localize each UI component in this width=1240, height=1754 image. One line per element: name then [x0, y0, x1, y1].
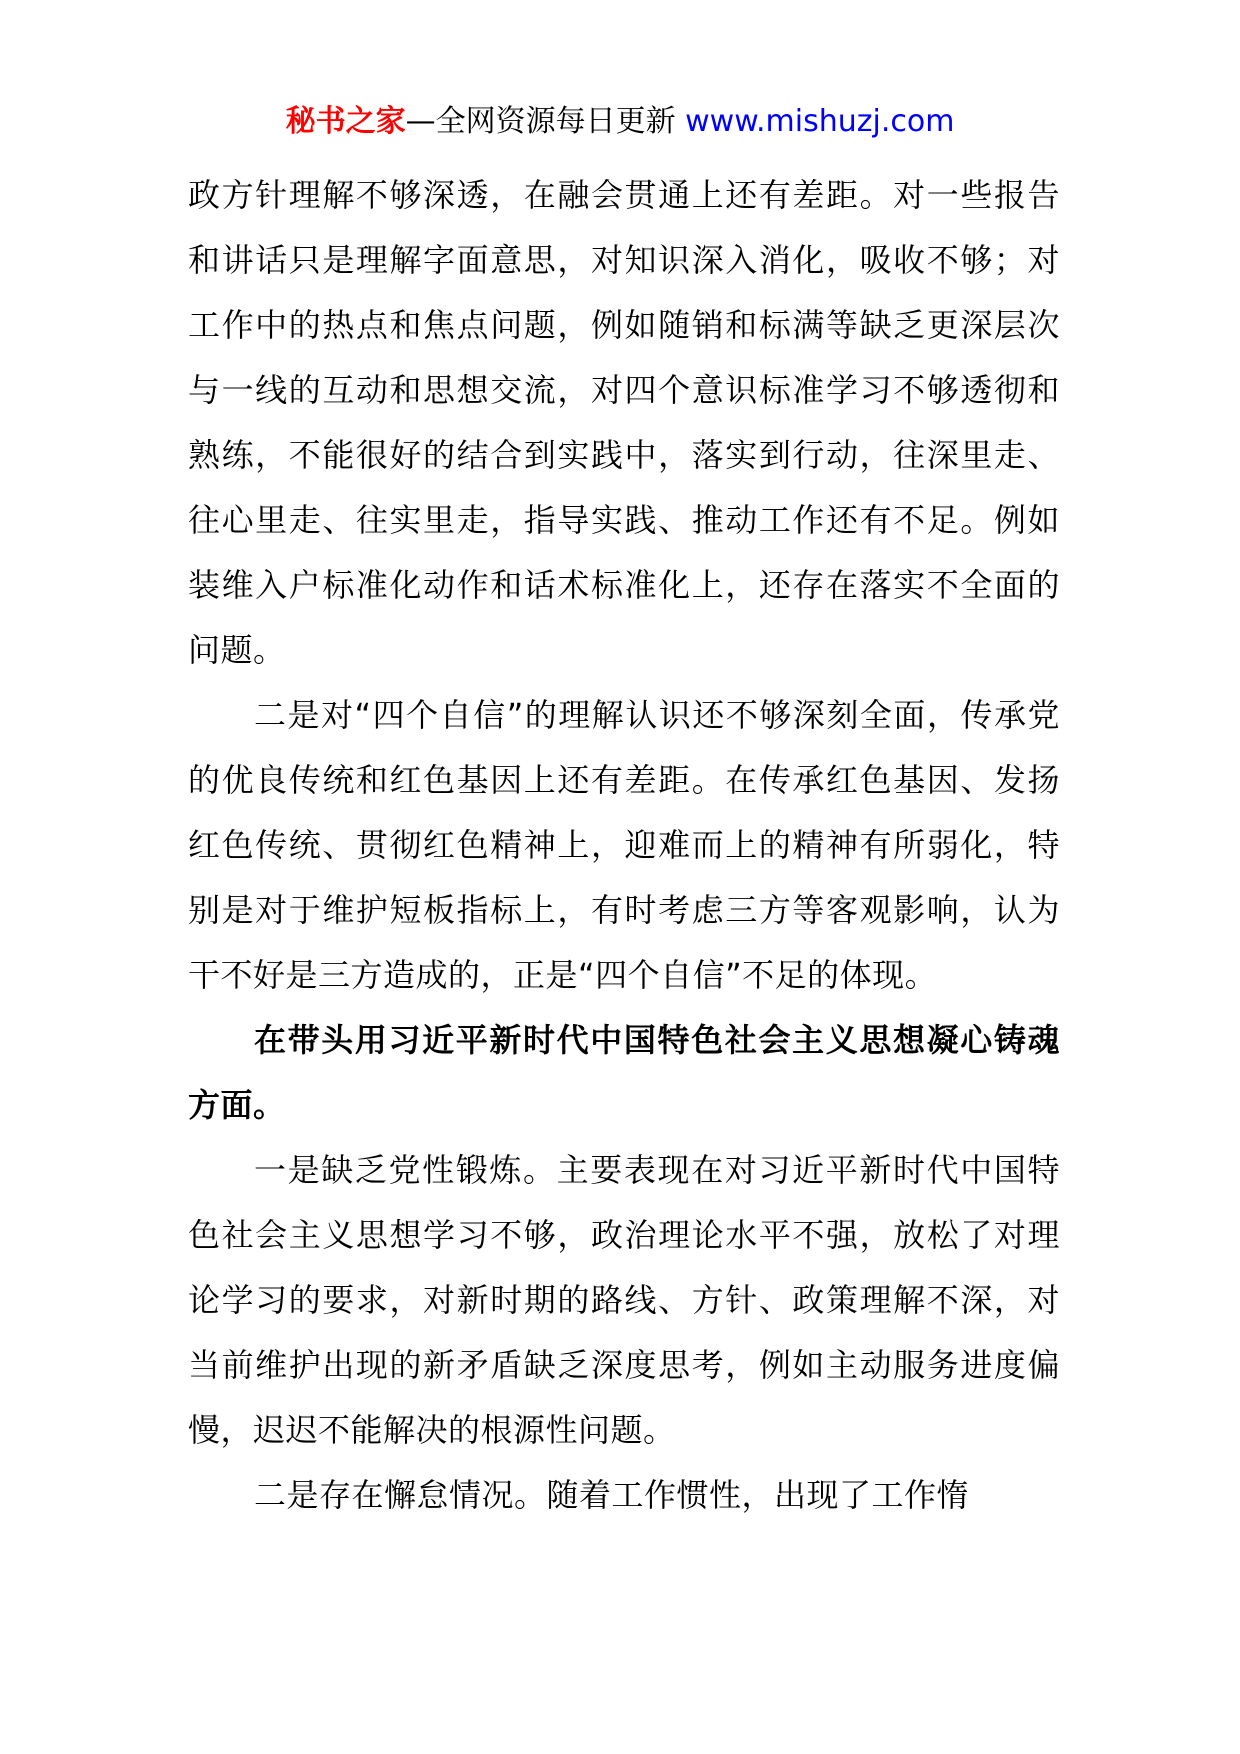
- paragraph-point-2: 二是对“四个自信”的理解认识还不够深刻全面，传承党的优良传统和红色基因上还有差距。在传承红色基因、发扬红色传统、贯彻红色精神上，迎难而上的精神有所弱化，特别是对于维护短板指标上，有时考虑三方等客观影响，认为干不好是三方造成的，正是“四个自信”不足的体现。: [188, 696, 1060, 994]
- document-body: [188, 163, 1060, 1528]
- section-heading: 在带头用习近平新时代中国特色社会主义思想凝心铸魂方面。: [188, 1021, 1060, 1124]
- header-url[interactable]: www.mishuzj.com: [685, 104, 955, 139]
- paragraph-section-point-1: 一是缺乏党性锻炼。主要表现在对习近平新时代中国特色社会主义思想学习不够，政治理论水平不强，放松了对理论学习的要求，对新时期的路线、方针、政策理解不深，对当前维护出现的新矛盾缺乏深度思考，例如主动服务进度偏慢，迟迟不能解决的根源性问题。: [188, 1151, 1060, 1449]
- paragraph-section-point-2: 二是存在懈怠情况。随着工作惯性，出现了工作惰: [254, 1476, 970, 1514]
- header-brand: 秘书之家: [285, 104, 406, 139]
- header-tagline: —全网资源每日更新: [405, 104, 686, 139]
- document-header: [0, 100, 1240, 144]
- paragraph-continuation: 政方针理解不够深透，在融会贯通上还有差距。对一些报告和讲话只是理解字面意思，对知识深入消化，吸收不够；对工作中的热点和焦点问题，例如随销和标满等缺乏更深层次与一线的互动和思想交流，对四个意识标准学习不够透彻和熟练，不能很好的结合到实践中，落实到行动，往深里走、往心里走、往实里走，指导实践、推动工作还有不足。例如装维入户标准化动作和话术标准化上，还存在落实不全面的问题。: [188, 176, 1060, 669]
